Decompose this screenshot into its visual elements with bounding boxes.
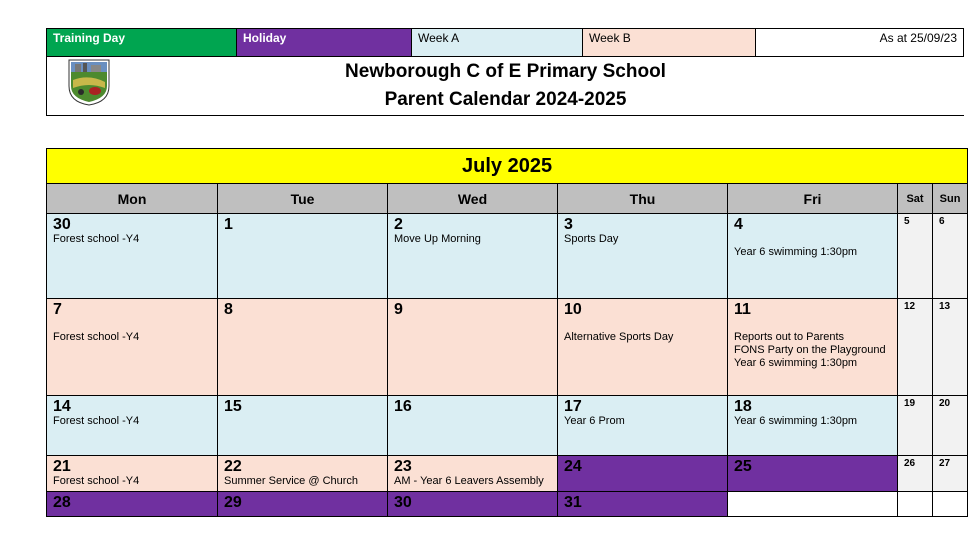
- day-number: 10: [564, 301, 582, 318]
- day-number: 13: [939, 301, 951, 312]
- event-text: Forest school -Y4: [53, 475, 140, 487]
- day-cell-weekend: [933, 299, 968, 396]
- day-cell-weekend: [898, 299, 933, 396]
- event-text: Forest school -Y4: [53, 415, 140, 427]
- day-number: 1: [224, 216, 233, 233]
- day-number: 23: [394, 458, 412, 475]
- event-text: Sports Day: [564, 233, 619, 245]
- day-number: 26: [904, 458, 916, 469]
- day-cell: [728, 214, 898, 299]
- day-number: 30: [53, 216, 71, 233]
- day-number: 7: [53, 301, 62, 318]
- day-cell: [47, 456, 218, 492]
- event-text: Forest school -Y4: [53, 331, 140, 343]
- school-name: Newborough C of E Primary School: [345, 61, 666, 82]
- day-cell-weekend: [933, 456, 968, 492]
- day-cell: [558, 214, 728, 299]
- day-number: 3: [564, 216, 573, 233]
- day-number: 21: [53, 458, 71, 475]
- day-number: 25: [734, 458, 752, 475]
- day-number: 19: [904, 398, 916, 409]
- day-number: 17: [564, 398, 582, 415]
- legend-training-day: Training Day: [47, 29, 237, 56]
- day-cell-holiday: [728, 456, 898, 492]
- day-cell-holiday: [558, 456, 728, 492]
- day-number: 27: [939, 458, 951, 469]
- day-cell: [218, 396, 388, 456]
- as-at-date: As at 25/09/23: [756, 29, 963, 56]
- day-number: 24: [564, 458, 582, 475]
- day-cell: [388, 214, 558, 299]
- day-cell-holiday: [558, 492, 728, 517]
- day-number: 12: [904, 301, 916, 312]
- day-cell: [47, 299, 218, 396]
- day-number: 4: [734, 216, 743, 233]
- day-cell-holiday: [388, 492, 558, 517]
- day-number: 11: [734, 301, 751, 318]
- event-text: Reports out to Parents: [734, 331, 845, 343]
- day-number: 8: [224, 301, 233, 318]
- month-calendar: [46, 148, 968, 517]
- day-number: 6: [939, 216, 945, 227]
- event-text: Forest school -Y4: [53, 233, 140, 245]
- day-cell: [47, 214, 218, 299]
- title-box: [46, 56, 964, 116]
- day-cell: [388, 299, 558, 396]
- event-text: Year 6 swimming 1:30pm: [734, 246, 858, 258]
- day-cell-holiday: [218, 492, 388, 517]
- day-cell: [558, 299, 728, 396]
- day-cell: [47, 396, 218, 456]
- event-text: Year 6 swimming 1:30pm: [734, 357, 858, 369]
- legend-bar: [46, 28, 964, 57]
- event-text: AM - Year 6 Leavers Assembly: [394, 475, 544, 487]
- week-row: [47, 492, 968, 517]
- day-number: 22: [224, 458, 242, 475]
- day-cell-weekend: [898, 396, 933, 456]
- day-number: 31: [564, 494, 582, 511]
- day-number: 16: [394, 398, 412, 415]
- weekday-header-row: [47, 184, 968, 214]
- weekday-thu: Thu: [558, 184, 728, 214]
- day-number: 5: [904, 216, 910, 227]
- day-cell: [218, 456, 388, 492]
- weekday-sun: Sun: [933, 184, 968, 214]
- day-cell-empty: [728, 492, 898, 517]
- day-number: 18: [734, 398, 752, 415]
- day-cell: [728, 299, 898, 396]
- event-text: Year 6 Prom: [564, 415, 625, 427]
- day-number: 28: [53, 494, 71, 511]
- event-text: Summer Service @ Church: [224, 475, 359, 487]
- event-text: Alternative Sports Day: [564, 331, 674, 343]
- day-cell-weekend: [898, 214, 933, 299]
- month-title: July 2025: [47, 149, 968, 184]
- day-cell-weekend: [933, 396, 968, 456]
- day-number: 2: [394, 216, 403, 233]
- day-number: 29: [224, 494, 242, 511]
- day-number: 20: [939, 398, 951, 409]
- week-row: [47, 456, 968, 492]
- weekday-mon: Mon: [47, 184, 218, 214]
- day-cell: [218, 214, 388, 299]
- weekday-wed: Wed: [388, 184, 558, 214]
- day-cell-holiday: [47, 492, 218, 517]
- day-number: 30: [394, 494, 412, 511]
- event-text: Move Up Morning: [394, 233, 481, 245]
- legend-week-a: Week A: [412, 29, 583, 56]
- weekday-sat: Sat: [898, 184, 933, 214]
- day-cell: [218, 299, 388, 396]
- event-text: Year 6 swimming 1:30pm: [734, 415, 858, 427]
- week-row: [47, 396, 968, 456]
- legend-week-b: Week B: [583, 29, 756, 56]
- day-cell-weekend: [933, 214, 968, 299]
- day-number: 9: [394, 301, 403, 318]
- day-cell: [388, 456, 558, 492]
- week-row: [47, 299, 968, 396]
- week-row: [47, 214, 968, 299]
- event-text: FONS Party on the Playground: [734, 344, 886, 356]
- calendar-title: Parent Calendar 2024-2025: [384, 89, 627, 110]
- legend-holiday: Holiday: [237, 29, 412, 56]
- day-cell: [728, 396, 898, 456]
- day-cell: [558, 396, 728, 456]
- day-cell: [388, 396, 558, 456]
- day-number: 15: [224, 398, 242, 415]
- weekday-tue: Tue: [218, 184, 388, 214]
- day-cell-weekend: [898, 456, 933, 492]
- day-cell-empty: [898, 492, 933, 517]
- day-number: 14: [53, 398, 71, 415]
- day-cell-empty: [933, 492, 968, 517]
- weekday-fri: Fri: [728, 184, 898, 214]
